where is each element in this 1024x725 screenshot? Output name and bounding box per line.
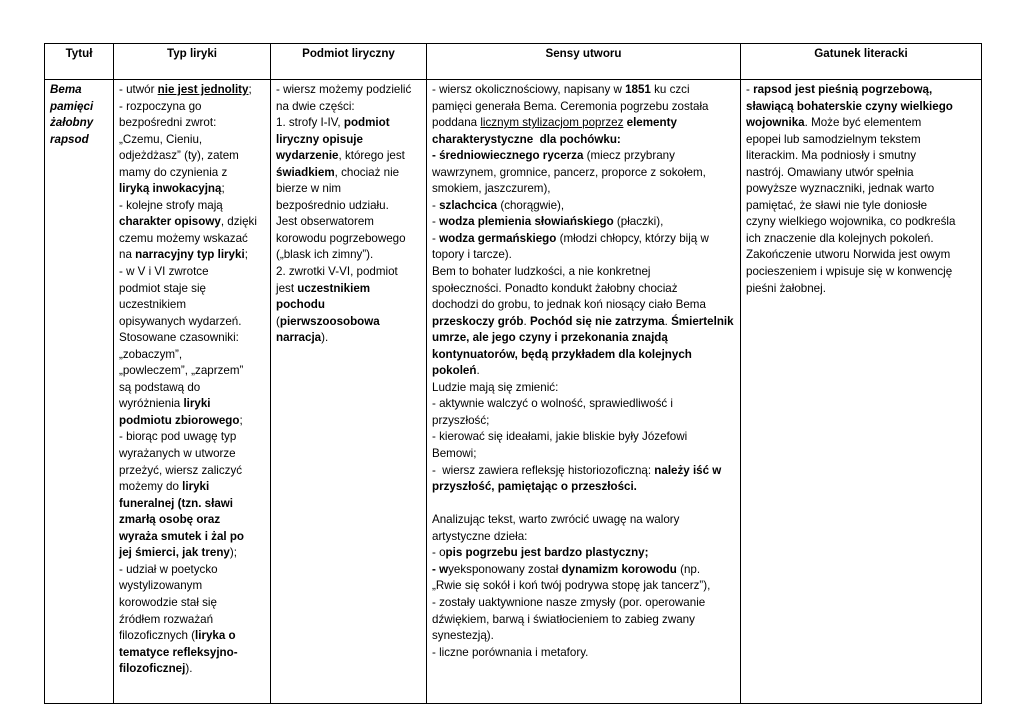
- text-line: [432, 578, 735, 595]
- text-line: [119, 264, 265, 281]
- text-segment: bezpośrednio udziału.: [276, 198, 389, 212]
- text-line: [746, 132, 976, 149]
- typ-liryki-cell: [114, 80, 271, 704]
- text-segment: liryką inwokacyjną: [119, 182, 222, 196]
- text-line: [432, 463, 735, 480]
- text-line: [276, 181, 421, 198]
- text-line: [119, 496, 265, 513]
- text-segment: pis pogrzebu jest bardzo plastyczny;: [445, 546, 649, 560]
- text-line: [119, 396, 265, 413]
- text-line: [119, 628, 265, 645]
- text-line: [432, 380, 735, 397]
- text-segment: Bemowi;: [432, 447, 477, 461]
- text-segment: „Czemu, Cieniu,: [119, 132, 203, 146]
- text-segment: wodza germańskiego: [439, 231, 557, 245]
- text-segment: );: [229, 546, 237, 560]
- text-line: [276, 330, 421, 347]
- text-line: [119, 231, 265, 248]
- text-segment: (płaczki),: [613, 215, 664, 229]
- text-segment: , którego jest: [338, 149, 405, 163]
- header-row: [45, 44, 982, 80]
- text-segment: liryki: [182, 480, 210, 494]
- text-segment: ;: [221, 182, 225, 196]
- text-segment: narracyjny typ liryki: [135, 248, 245, 262]
- text-segment: topory i tarcze).: [432, 248, 512, 262]
- text-segment: epopei lub samodzielnym tekstem: [746, 132, 921, 146]
- text-segment: wyraża smutek i żal po: [119, 529, 245, 543]
- header-podmiot-liryczny: Podmiot liryczny: [271, 44, 427, 80]
- header-gatunek-literacki: Gatunek literacki: [741, 44, 982, 80]
- text-segment: przyszłość, pamiętając o przeszłości.: [432, 480, 637, 494]
- text-line: [746, 281, 976, 298]
- text-segment: - biorąc pod uwagę typ: [119, 430, 237, 444]
- text-line: [276, 82, 421, 99]
- text-segment: Ludzie mają się zmienić:: [432, 380, 559, 394]
- text-segment: Śmiertelnik: [671, 314, 734, 328]
- text-line: [746, 99, 976, 116]
- text-segment: filozoficznych (: [119, 629, 196, 643]
- text-segment: smokiem, jaszczurem),: [432, 182, 551, 196]
- text-segment: uczestnikiem: [297, 281, 371, 295]
- text-line: [119, 247, 265, 264]
- text-segment: , chociaż nie: [334, 165, 400, 179]
- text-line: [276, 132, 421, 149]
- text-segment: „zobaczym”,: [119, 347, 183, 361]
- text-line: [432, 363, 735, 380]
- text-segment: liryka o: [195, 629, 236, 643]
- text-line: [119, 198, 265, 215]
- text-line: [746, 82, 976, 99]
- text-line: [276, 314, 421, 331]
- text-line: [119, 99, 265, 116]
- text-line: [432, 413, 735, 430]
- text-line: [432, 264, 735, 281]
- text-segment: korowodu pogrzebowego: [276, 231, 406, 245]
- text-line: [119, 545, 265, 562]
- text-line: [276, 281, 421, 298]
- text-segment: ;: [239, 413, 243, 427]
- text-line: [276, 198, 421, 215]
- text-segment: kontynuatorów, będą przykładem dla kolejnych: [432, 347, 692, 361]
- text-segment: Stosowane czasowniki:: [119, 331, 239, 345]
- text-segment: rapsod jest pieśnią pogrzebową,: [753, 83, 933, 96]
- text-segment: wystylizowanym: [119, 579, 203, 593]
- text-segment: społeczności. Ponadto kondukt żałobny chociaż: [432, 281, 678, 295]
- text-line: [276, 247, 421, 264]
- text-segment: - o: [432, 546, 446, 560]
- text-segment: czemu możemy wskazać: [119, 231, 248, 245]
- text-line: [119, 82, 265, 99]
- text-line: [119, 645, 265, 662]
- text-segment: 1851: [625, 83, 651, 96]
- text-segment: yeksponowany został: [448, 562, 562, 576]
- text-line: [432, 496, 735, 513]
- text-line: [432, 99, 735, 116]
- title-line: pamięci: [50, 99, 94, 113]
- text-segment: (chorągwie),: [497, 198, 565, 212]
- text-segment: (: [276, 314, 280, 328]
- text-line: [432, 314, 735, 331]
- text-segment: wodza plemienia słowiańskiego: [439, 215, 614, 229]
- table-row: [45, 80, 982, 704]
- text-line: [432, 198, 735, 215]
- text-segment: pokoleń: [432, 364, 477, 378]
- text-line: [746, 181, 976, 198]
- text-segment: („blask ich zimny”).: [276, 248, 374, 262]
- text-segment: ich znaczenie dla kolejnych pokoleń.: [746, 231, 934, 245]
- text-segment: - udział w poetycko: [119, 562, 218, 576]
- text-segment: dźwiękiem, barwą i światłocieniem to zabieg zwany: [432, 612, 695, 626]
- title-line: rapsod: [50, 132, 89, 146]
- text-line: [432, 612, 735, 629]
- text-segment: możemy do: [119, 480, 183, 494]
- title-line: żałobny: [50, 116, 94, 130]
- text-line: [746, 115, 976, 132]
- text-segment: „powleczem”, „zaprzem”: [119, 364, 244, 378]
- text-line: [432, 645, 735, 662]
- text-line: [432, 132, 735, 149]
- sensy-utworu-cell: [427, 80, 741, 704]
- text-line: [119, 347, 265, 364]
- text-segment: - średniowiecznego rycerza: [432, 149, 584, 163]
- text-segment: - wiersz zawiera refleksję historiozoficzną:: [432, 463, 655, 477]
- text-line: [119, 463, 265, 480]
- text-line: [119, 330, 265, 347]
- text-segment: elementy: [626, 116, 677, 130]
- text-segment: świadkiem: [276, 165, 335, 179]
- text-segment: korowodzie stał się: [119, 595, 217, 609]
- text-line: [746, 264, 976, 281]
- text-segment: . Może być elementem: [804, 116, 922, 130]
- text-line: [432, 247, 735, 264]
- text-segment: czyny wielkiego wojownika, co podkreśla: [746, 215, 956, 229]
- text-line: [119, 479, 265, 496]
- text-line: [119, 165, 265, 182]
- text-segment: wawrzynem, gromnice, pancerz, proporce z sokołem,: [432, 165, 706, 179]
- text-segment: pamięci generała Bema. Ceremonia pogrzebu została: [432, 99, 709, 113]
- text-segment: przeskoczy grób: [432, 314, 524, 328]
- text-line: [746, 148, 976, 165]
- text-line: [276, 99, 421, 116]
- text-segment: bierze w nim: [276, 182, 342, 196]
- text-segment: ;: [244, 248, 248, 262]
- header-tytul: Tytuł: [45, 44, 114, 80]
- text-segment: Zakończenie utworu Norwida jest owym: [746, 248, 951, 262]
- text-segment: - wiersz okolicznościowy, napisany w: [432, 83, 626, 96]
- text-segment: są podstawą do: [119, 380, 201, 394]
- text-line: [119, 214, 265, 231]
- text-segment: - kierować się ideałami, jakie bliskie były Józefowi: [432, 430, 688, 444]
- text-segment: (młodzi chłopcy, którzy biją w: [556, 231, 709, 245]
- text-line: [432, 281, 735, 298]
- text-segment: -: [432, 215, 440, 229]
- text-segment: na: [119, 248, 136, 262]
- text-segment: -: [432, 231, 440, 245]
- text-segment: podmiot: [343, 116, 390, 130]
- text-line: [432, 628, 735, 645]
- text-line: [432, 529, 735, 546]
- text-line: [746, 214, 976, 231]
- text-line: [119, 529, 265, 546]
- text-segment: (np.: [676, 562, 701, 576]
- text-line: [119, 578, 265, 595]
- text-segment: wyrażanych w utworze: [119, 447, 236, 461]
- text-segment: pochodu: [276, 298, 325, 312]
- text-line: [119, 661, 265, 678]
- text-segment: Bem to bohater ludzkości, a nie konkretnej: [432, 265, 651, 279]
- text-segment: (miecz przybrany: [583, 149, 675, 163]
- text-line: [432, 396, 735, 413]
- text-segment: nastrój. Omawiany utwór spełnia: [746, 165, 914, 179]
- text-line: [119, 612, 265, 629]
- text-segment: - utwór: [119, 83, 158, 96]
- text-segment: mamy do czynienia z: [119, 165, 228, 179]
- text-line: [276, 214, 421, 231]
- text-line: [276, 231, 421, 248]
- text-line: [746, 198, 976, 215]
- text-segment: charakter opisowy: [119, 215, 221, 229]
- text-segment: odjeżdżasz” (ty), zatem: [119, 149, 239, 163]
- text-line: [119, 148, 265, 165]
- text-segment: ).: [185, 662, 193, 676]
- text-line: [119, 314, 265, 331]
- gatunek-literacki-cell: [741, 80, 982, 704]
- text-segment: pamiętać, że sławi nie tyle doniosłe: [746, 198, 928, 212]
- text-segment: , dzięki: [220, 215, 257, 229]
- text-line: [746, 247, 976, 264]
- text-segment: charakterystyczne dla pochówku:: [432, 132, 621, 146]
- text-segment: pieśni żałobnej.: [746, 281, 826, 295]
- text-segment: zmarłą osobę oraz: [119, 513, 221, 527]
- title-line: Bema: [50, 83, 82, 96]
- analysis-table: [44, 43, 982, 704]
- text-segment: przeżyć, wiersz zaliczyć: [119, 463, 243, 477]
- text-line: [432, 595, 735, 612]
- text-segment: opisywanych wydarzeń.: [119, 314, 242, 328]
- text-segment: narracja: [276, 331, 322, 345]
- text-segment: 2. zwrotki V-VI, podmiot: [276, 265, 398, 279]
- text-segment: dynamizm korowodu: [561, 562, 677, 576]
- text-segment: umrze, ale jego czyny i przekonania znajdą: [432, 331, 668, 345]
- text-segment: wyróżnienia: [119, 397, 184, 411]
- text-segment: jej śmierci, jak treny: [119, 546, 230, 560]
- text-segment: liryczny opisuje: [276, 132, 363, 146]
- text-line: [119, 380, 265, 397]
- text-line: [276, 165, 421, 182]
- text-segment: liryki: [183, 397, 211, 411]
- text-line: [746, 165, 976, 182]
- text-segment: przyszłość;: [432, 413, 490, 427]
- text-segment: 1. strofy I-IV,: [276, 116, 344, 130]
- podmiot-liryczny-cell: [271, 80, 427, 704]
- text-segment: ku czci: [650, 83, 690, 96]
- text-segment: uczestnikiem: [119, 298, 187, 312]
- text-segment: poddana: [432, 116, 481, 130]
- text-segment: nie jest jednolity: [157, 83, 249, 96]
- text-segment: licznym stylizacjom poprzez: [480, 116, 624, 130]
- text-segment: dochodzi do grobu, to jednak koń niosący ciało Bema: [432, 298, 706, 312]
- text-line: [432, 512, 735, 529]
- text-line: [432, 165, 735, 182]
- text-line: [119, 363, 265, 380]
- text-line: [432, 562, 735, 579]
- text-line: [432, 214, 735, 231]
- text-segment: bezpośredni zwrot:: [119, 116, 217, 130]
- text-segment: .: [476, 364, 480, 378]
- text-segment: - rozpoczyna go: [119, 99, 202, 113]
- text-segment: ).: [321, 331, 329, 345]
- text-segment: Analizując tekst, warto zwrócić uwagę na walory: [432, 513, 680, 527]
- text-segment: pocieszeniem i wpisuje się w konwencję: [746, 265, 953, 279]
- text-line: [432, 446, 735, 463]
- text-segment: - w V i VI zwrotce: [119, 265, 209, 279]
- text-line: [432, 429, 735, 446]
- text-line: [276, 264, 421, 281]
- text-line: [432, 347, 735, 364]
- text-line: [119, 429, 265, 446]
- text-segment: „Rwie się sokół i koń twój podrywa stopę jak tancerz”),: [432, 579, 711, 593]
- text-line: [432, 115, 735, 132]
- header-typ-liryki: Typ liryki: [114, 44, 271, 80]
- text-line: [432, 181, 735, 198]
- text-line: [276, 148, 421, 165]
- text-line: [119, 115, 265, 132]
- text-segment: pierwszoosobowa: [279, 314, 380, 328]
- text-line: [119, 512, 265, 529]
- text-segment: źródłem rozważań: [119, 612, 214, 626]
- title-cell: [45, 80, 114, 704]
- text-segment: tematyce refleksyjno-: [119, 645, 238, 659]
- text-segment: -: [746, 83, 754, 96]
- text-segment: jest: [276, 281, 298, 295]
- text-line: [276, 297, 421, 314]
- text-line: [432, 82, 735, 99]
- text-segment: .: [523, 314, 530, 328]
- text-segment: podmiotu zbiorowego: [119, 413, 240, 427]
- text-line: [119, 281, 265, 298]
- text-segment: - kolejne strofy mają: [119, 198, 223, 212]
- text-segment: sławiącą bohaterskie czyny wielkiego: [746, 99, 953, 113]
- text-segment: artystyczne dzieła:: [432, 529, 528, 543]
- text-line: [432, 479, 735, 496]
- text-line: [432, 297, 735, 314]
- text-line: [432, 231, 735, 248]
- text-segment: wydarzenie: [276, 149, 339, 163]
- text-line: [119, 297, 265, 314]
- text-line: [432, 330, 735, 347]
- text-line: [432, 545, 735, 562]
- text-segment: - aktywnie walczyć o wolność, sprawiedliwość i: [432, 397, 673, 411]
- text-segment: szlachcica: [439, 198, 498, 212]
- text-line: [119, 181, 265, 198]
- text-segment: Pochód się nie zatrzyma: [529, 314, 665, 328]
- text-segment: Jest obserwatorem: [276, 215, 374, 229]
- text-segment: literackim. Ma podniosły i smutny: [746, 149, 917, 163]
- text-segment: -: [432, 198, 440, 212]
- header-sensy-utworu: Sensy utworu: [427, 44, 741, 80]
- text-line: [119, 413, 265, 430]
- text-segment: synestezją).: [432, 629, 494, 643]
- text-segment: ;: [248, 83, 252, 96]
- text-segment: .: [664, 314, 672, 328]
- text-segment: podmiot staje się: [119, 281, 206, 295]
- text-segment: wojownika: [746, 116, 805, 130]
- text-segment: należy iść w: [654, 463, 722, 477]
- text-line: [119, 562, 265, 579]
- text-line: [276, 115, 421, 132]
- text-segment: na dwie części:: [276, 99, 355, 113]
- text-segment: funeralnej (tzn. sławi: [119, 496, 234, 510]
- text-line: [432, 148, 735, 165]
- text-segment: - w: [432, 562, 449, 576]
- text-line: [119, 446, 265, 463]
- text-segment: - liczne porównania i metafory.: [432, 645, 589, 659]
- text-segment: - wiersz możemy podzielić: [276, 83, 412, 96]
- text-segment: powyższe wyznaczniki, jednak warto: [746, 182, 935, 196]
- text-segment: - zostały uaktywnione nasze zmysły (por. operowanie: [432, 595, 706, 609]
- text-line: [119, 132, 265, 149]
- text-line: [119, 595, 265, 612]
- text-segment: filozoficznej: [119, 662, 186, 676]
- text-line: [746, 231, 976, 248]
